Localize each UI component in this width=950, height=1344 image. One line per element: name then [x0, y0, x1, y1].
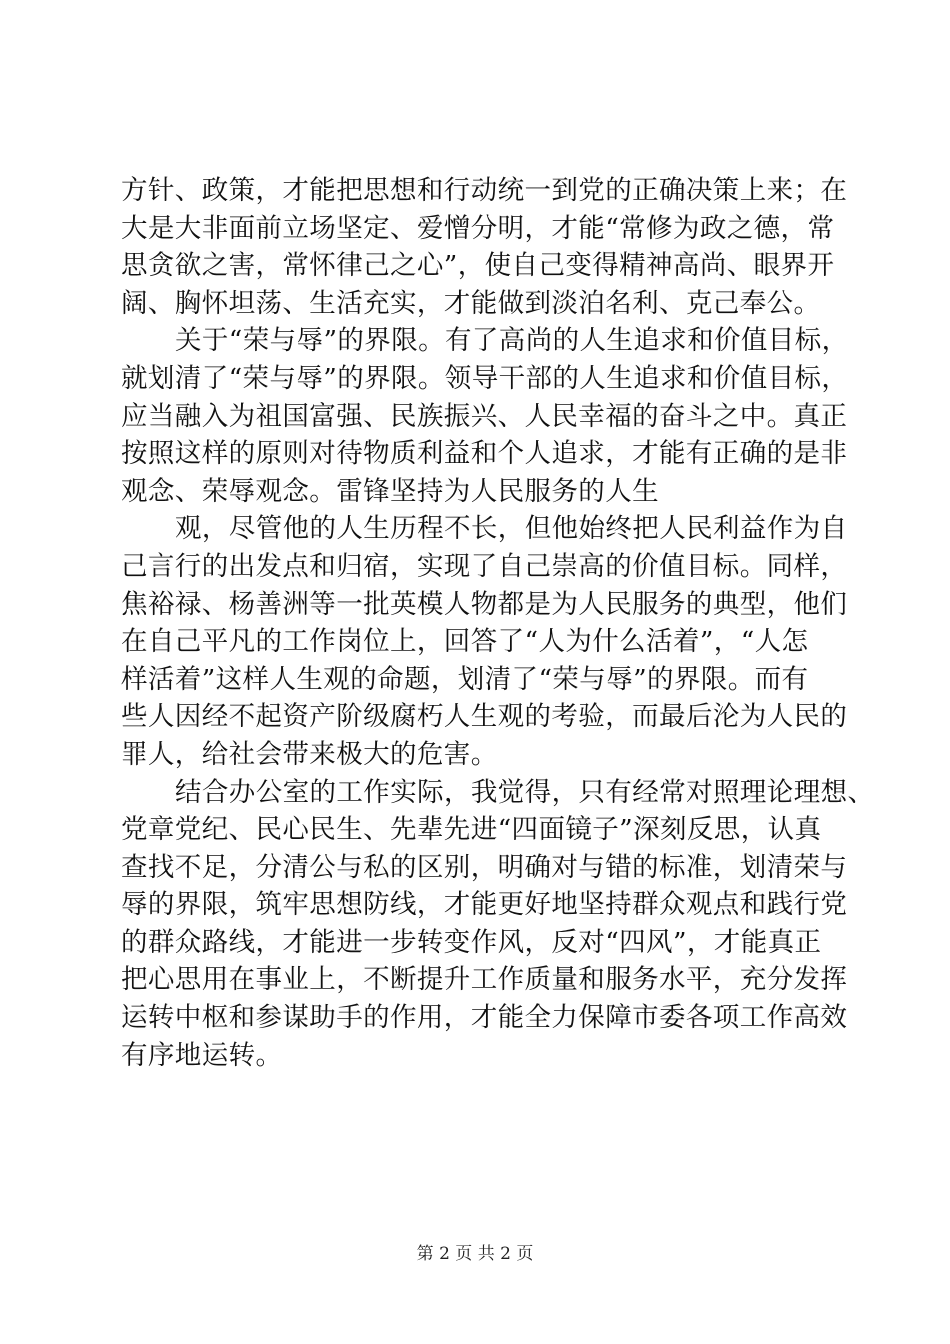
text-line: 焦裕禄、杨善洲等一批英模人物都是为人民服务的典型，他们: [121, 588, 848, 620]
text-line: 罪人，给社会带来极大的危害。: [121, 738, 498, 770]
page-number-footer: 第 2 页 共 2 页: [416, 1244, 534, 1264]
paragraph-start-line: 结合办公室的工作实际，我觉得，只有经常对照理论理想、: [175, 776, 875, 808]
text-line: 方针、政策，才能把思想和行动统一到党的正确决策上来；在: [121, 175, 848, 206]
text-line: 阔、胸怀坦荡、生活充实，才能做到淡泊名利、克己奉公。: [121, 287, 821, 319]
text-line: 就划清了“荣与辱”的界限。领导干部的人生追求和价值目标，: [121, 362, 849, 394]
text-line: 己言行的出发点和归宿，实现了自己崇高的价值目标。同样，: [121, 550, 848, 582]
text-line: 思贪欲之害，常怀律己之心”，使自己变得精神高尚、眼界开: [121, 250, 835, 282]
text-line: 辱的界限，筑牢思想防线，才能更好地坚持群众观点和践行党: [121, 889, 848, 921]
text-line: 把心思用在事业上，不断提升工作质量和服务水平，充分发挥: [121, 964, 848, 996]
text-line: 样活着”这样人生观的命题，划清了“荣与辱”的界限。而有: [121, 663, 809, 695]
text-line: 运转中枢和参谋助手的作用，才能全力保障市委各项工作高效: [121, 1002, 848, 1034]
text-line: 的群众路线，才能进一步转变作风，反对“四风”，才能真正: [121, 926, 822, 958]
text-line: 按照这样的原则对待物质利益和个人追求，才能有正确的是非: [121, 438, 848, 470]
text-line: 查找不足，分清公与私的区别，明确对与错的标准，划清荣与: [121, 851, 848, 883]
text-line: 观念、荣辱观念。雷锋坚持为人民服务的人生: [121, 475, 659, 507]
text-line: 在自己平凡的工作岗位上，回答了“人为什么活着”，“人怎: [121, 626, 809, 658]
text-line: 党章党纪、民心民生、先辈先进“四面镜子”深刻反思，认真: [121, 814, 822, 846]
text-line: 有序地运转。: [121, 1039, 283, 1071]
text-line: 大是大非面前立场坚定、爱憎分明，才能“常修为政之德，常: [121, 212, 835, 244]
paragraph-start-line: 观，尽管他的人生历程不长，但他始终把人民利益作为自: [175, 513, 848, 545]
text-line: 些人因经不起资产阶级腐朽人生观的考验，而最后沦为人民的: [121, 701, 848, 733]
text-line: 应当融入为祖国富强、民族振兴、人民幸福的奋斗之中。真正: [121, 400, 848, 432]
body-text: [121, 172, 875, 1074]
paragraph-start-line: 关于“荣与辱”的界限。有了高尚的人生追求和价值目标，: [175, 325, 849, 357]
